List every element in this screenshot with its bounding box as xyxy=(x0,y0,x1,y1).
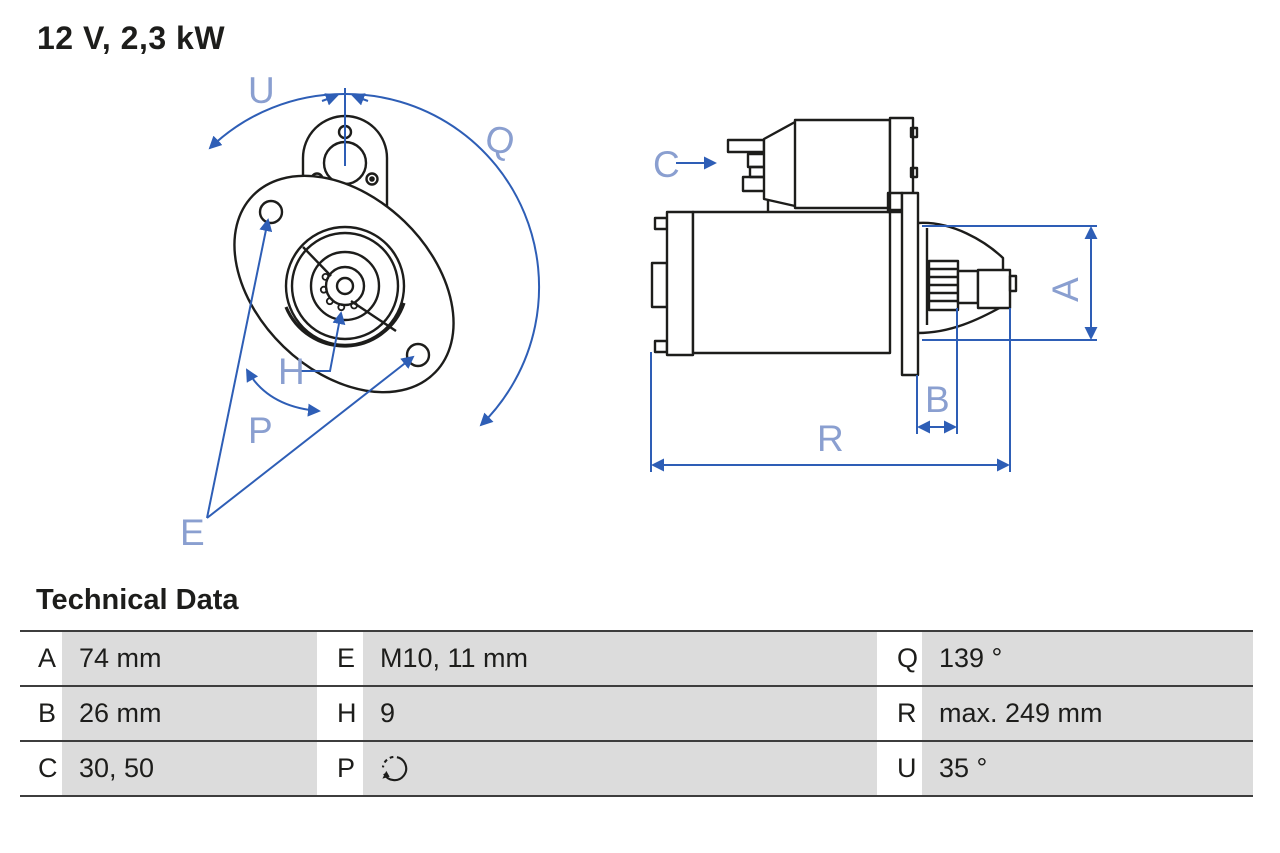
label-h: H xyxy=(278,351,305,392)
technical-data-table xyxy=(20,630,1253,797)
dim-value-cell: max. 249 mm xyxy=(922,687,1253,740)
dim-value-cell: 139 ° xyxy=(922,632,1253,685)
dim-value-cell: 35 ° xyxy=(922,742,1253,795)
dim-key-cell: A xyxy=(20,632,62,685)
label-b: B xyxy=(925,379,950,420)
label-c: C xyxy=(653,144,680,185)
label-q: Q xyxy=(481,116,519,164)
table-row xyxy=(20,687,1253,742)
dim-key-cell: B xyxy=(20,687,62,740)
dim-key-cell: C xyxy=(20,742,62,795)
dim-key-cell: Q xyxy=(877,632,922,685)
rotation-direction-icon xyxy=(379,753,410,784)
dim-value-cell: 26 mm xyxy=(62,687,317,740)
dim-key-cell: P xyxy=(317,742,363,795)
label-e: E xyxy=(180,512,205,553)
dim-key-cell: H xyxy=(317,687,363,740)
side-view-motor-outline xyxy=(652,118,1016,375)
label-p: P xyxy=(248,410,273,451)
page-title: 12 V, 2,3 kW xyxy=(37,20,226,56)
dim-value-cell xyxy=(363,742,877,795)
dim-key-cell: R xyxy=(877,687,922,740)
table-row xyxy=(20,632,1253,687)
label-a: A xyxy=(1045,277,1086,302)
label-r: R xyxy=(817,418,844,459)
e-leader-line xyxy=(207,357,413,518)
dim-value-cell: 74 mm xyxy=(62,632,317,685)
label-u: U xyxy=(248,70,275,111)
dim-value-cell: M10, 11 mm xyxy=(363,632,877,685)
technical-data-heading: Technical Data xyxy=(36,584,239,616)
dim-value-cell: 9 xyxy=(363,687,877,740)
dim-key-cell: E xyxy=(317,632,363,685)
table-row xyxy=(20,742,1253,797)
dim-value-cell: 30, 50 xyxy=(62,742,317,795)
dim-key-cell: U xyxy=(877,742,922,795)
